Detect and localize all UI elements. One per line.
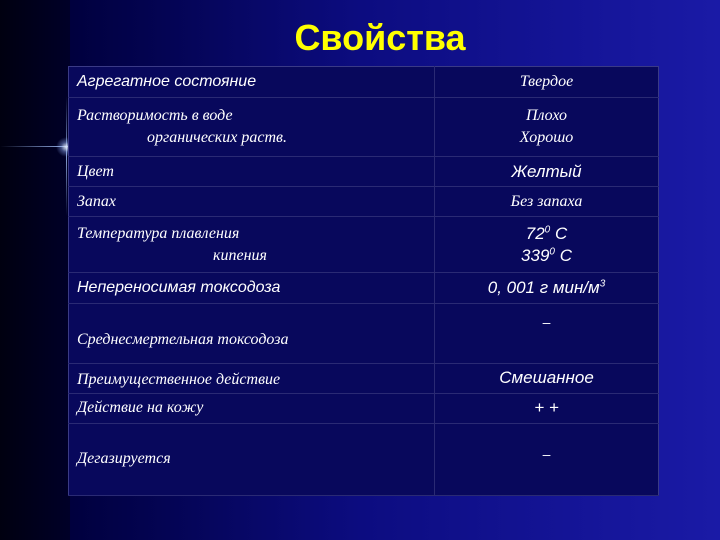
property-cell xyxy=(69,187,435,217)
value-label: Смешанное xyxy=(499,368,594,388)
property-label: Среднесмертельная токсодоза xyxy=(77,330,289,348)
table-row xyxy=(69,157,659,187)
property-sublabel: кипения xyxy=(213,246,267,264)
value-number: 339 xyxy=(521,245,550,265)
table-row xyxy=(69,217,659,273)
value-cell xyxy=(435,423,659,495)
table-row xyxy=(69,273,659,303)
value-label: Плохо xyxy=(525,107,568,125)
property-label: Дегазируется xyxy=(77,450,171,468)
property-label: Агрегатное состояние xyxy=(77,73,257,91)
property-label: Преимущественное действие xyxy=(77,370,281,388)
property-sublabel: органических раств. xyxy=(147,129,287,147)
table-row xyxy=(69,67,659,98)
value-sublabel: Хорошо xyxy=(519,129,574,147)
property-label: Действие на кожу xyxy=(77,399,204,417)
degree-superscript: 0 xyxy=(544,224,551,236)
value-main: 0, 001 г мин/м xyxy=(487,277,600,297)
property-cell xyxy=(69,157,435,187)
degree-superscript: 0 xyxy=(549,246,555,258)
property-label: Температура плавления xyxy=(77,224,240,242)
slide-title: Свойства xyxy=(294,17,466,58)
property-label: Запах xyxy=(77,192,117,210)
table-row xyxy=(69,393,659,423)
unit-superscript: 3 xyxy=(599,278,606,290)
value-label: Твердое xyxy=(519,73,574,91)
value-unit: С xyxy=(550,223,568,243)
property-cell xyxy=(69,67,435,98)
value-number: 72 xyxy=(525,223,545,243)
table-row xyxy=(69,423,659,495)
left-decor-strip xyxy=(0,0,70,540)
value-label: – xyxy=(542,445,551,462)
value-cell xyxy=(435,363,659,393)
property-cell xyxy=(69,363,435,393)
value-cell xyxy=(435,273,659,303)
property-cell xyxy=(69,98,435,157)
table-row xyxy=(69,363,659,393)
properties-table xyxy=(68,66,659,496)
value-cell xyxy=(435,157,659,187)
value-cell xyxy=(435,98,659,157)
value-cell xyxy=(435,187,659,217)
table-row xyxy=(69,303,659,363)
value-cell xyxy=(435,303,659,363)
property-cell xyxy=(69,393,435,423)
property-cell xyxy=(69,303,435,363)
property-cell xyxy=(69,217,435,273)
value-cell xyxy=(435,217,659,273)
table-row xyxy=(69,98,659,157)
value-cell xyxy=(435,393,659,423)
property-cell xyxy=(69,273,435,303)
value-label: – xyxy=(542,313,551,330)
table-row xyxy=(69,187,659,217)
property-label: Растворимость в воде xyxy=(77,107,233,125)
value-label: Без запаха xyxy=(510,192,583,210)
value-unit: С xyxy=(554,245,572,265)
value-label: + + xyxy=(534,398,559,418)
property-label: Непереносимая токсодоза xyxy=(77,278,281,296)
property-label: Цвет xyxy=(77,162,114,180)
value-cell xyxy=(435,67,659,98)
value-label: Желтый xyxy=(511,161,582,181)
value-sublabel xyxy=(435,245,658,267)
value-label xyxy=(488,278,606,297)
property-cell xyxy=(69,423,435,495)
value-label xyxy=(435,223,658,245)
